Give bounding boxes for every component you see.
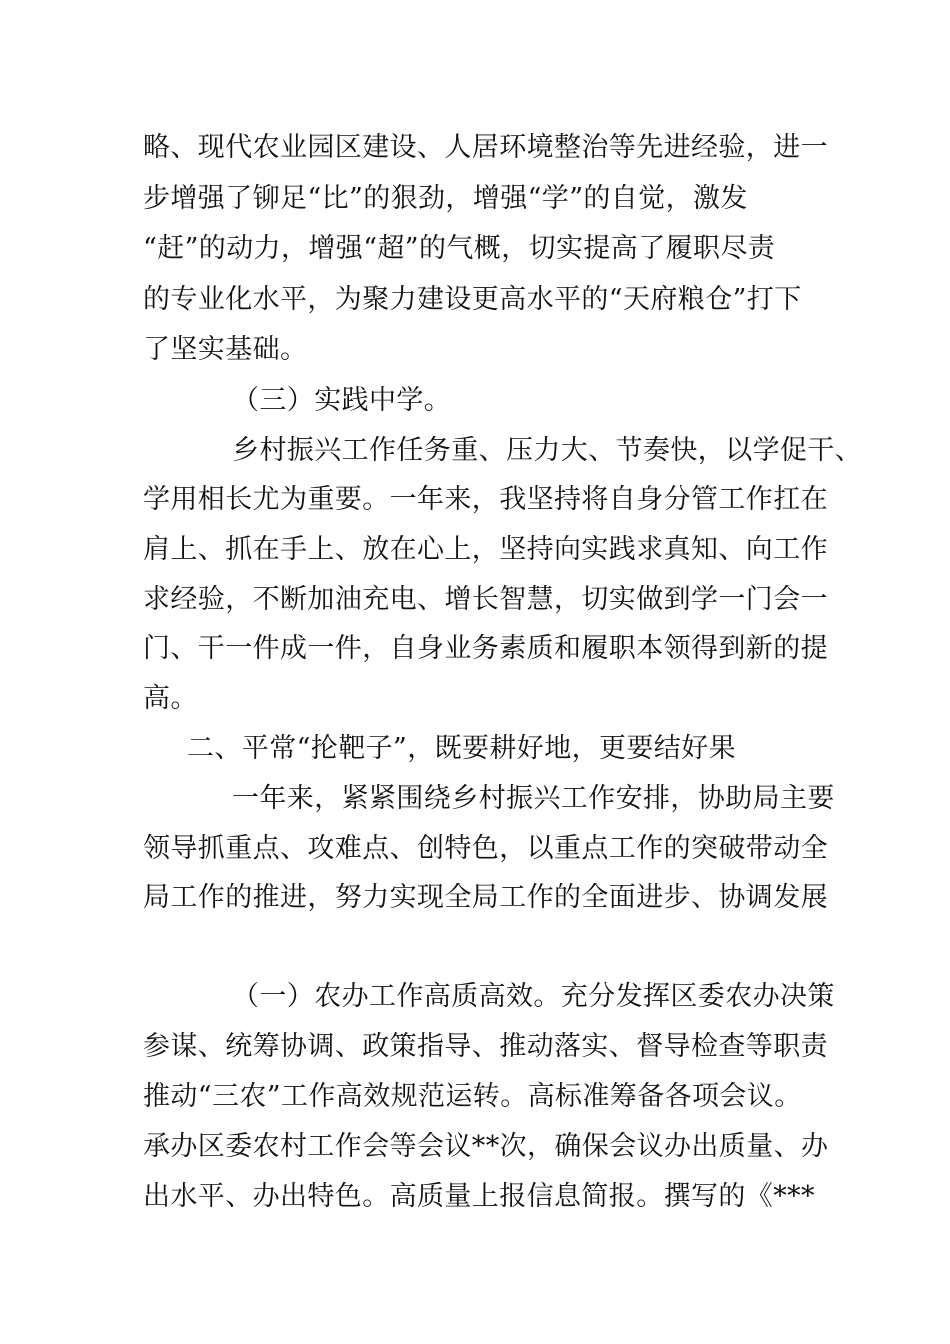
paragraph-first-line: 乡村振兴工作任务重、压力大、节奏快，以学促干、 bbox=[232, 435, 863, 466]
text-line: 略、现代农业园区建设、人居环境整治等先进经验，进一 bbox=[143, 132, 828, 163]
text-line: “赶”的动力，增强“超”的气概，切实提高了履职尽责 bbox=[143, 233, 776, 264]
text-line: 出水平、办出特色。高质量上报信息简报。撰写的《*** bbox=[143, 1181, 815, 1212]
text-line: 学用相长尤为重要。一年来，我坚持将自身分管工作扛在 bbox=[143, 484, 828, 515]
text-line: 了坚实基础。 bbox=[143, 334, 308, 365]
text-line: 求经验，不断加油充电、增长智慧，切实做到学一门会一 bbox=[143, 584, 828, 615]
text-line: 推动“三农”工作高效规范运转。高标准筹备各项会议。 bbox=[143, 1081, 802, 1112]
chapter-heading: 二、平常“抡靶子”，既要耕好地，更要结好果 bbox=[187, 733, 737, 764]
text-line: 门、干一件成一件，自身业务素质和履职本领得到新的提 bbox=[143, 633, 828, 664]
text-line: 领导抓重点、攻难点、创特色，以重点工作的突破带动全 bbox=[143, 833, 828, 864]
paragraph-first-line: 一年来，紧紧围绕乡村振兴工作安排，协助局主要 bbox=[232, 783, 835, 814]
text-line: 的专业化水平，为聚力建设更高水平的“天府粮仓”打下 bbox=[143, 284, 802, 315]
text-line: 肩上、抓在手上、放在心上，坚持向实践求真知、向工作 bbox=[143, 534, 828, 565]
text-line: 承办区委农村工作会等会议**次，确保会议办出质量、办 bbox=[143, 1131, 829, 1162]
text-line: 局工作的推进，努力实现全局工作的全面进步、协调发展 bbox=[143, 882, 828, 913]
paragraph-first-line: （一）农办工作高质高效。充分发挥区委农办决策 bbox=[232, 981, 835, 1012]
text-line: 参谋、统筹协调、政策指导、推动落实、督导检查等职责 bbox=[143, 1031, 828, 1062]
section-heading: （三）实践中学。 bbox=[232, 385, 452, 416]
text-line: 高。 bbox=[143, 683, 198, 714]
text-line: 步增强了铆足“比”的狠劲，增强“学”的自觉，激发 bbox=[143, 183, 748, 214]
